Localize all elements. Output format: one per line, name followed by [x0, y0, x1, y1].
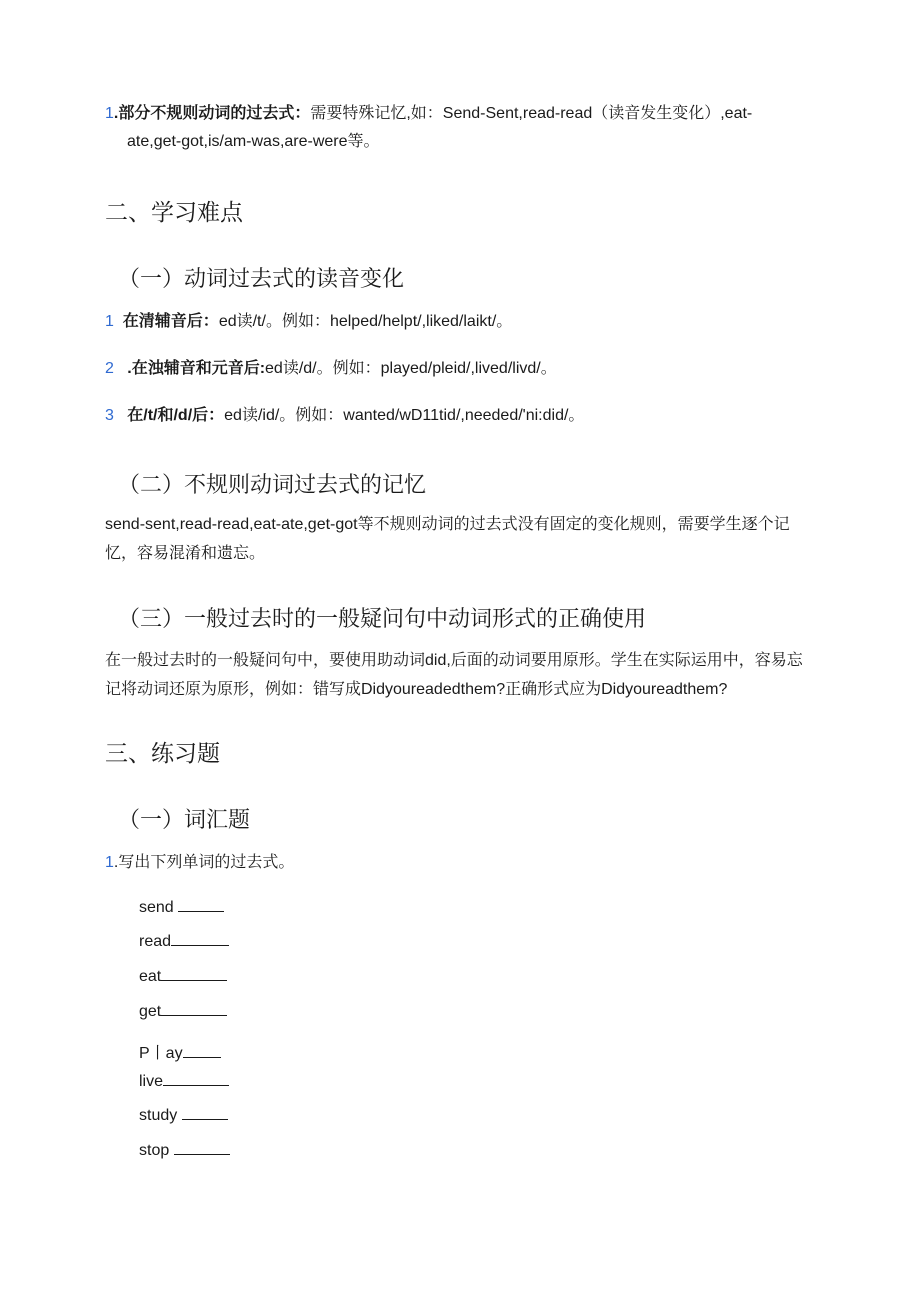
word-label: study [139, 1107, 178, 1124]
section-heading-3: 三、练习题 [105, 740, 220, 766]
item-number: 1 [105, 854, 114, 871]
item-bold-label: 在清辅音后： [122, 313, 219, 330]
item-bold-label: .部分不规则动词的过去式： [113, 105, 311, 122]
question-text: .写出下列单词的过去式。 [113, 854, 295, 871]
item-bold-label: .在浊辅音和元音后: [127, 360, 266, 377]
list-item-1 [105, 100, 752, 128]
item-text: ed读/t/。例如：helped/helpt/,liked/laikt/。 [218, 313, 513, 330]
item-text: ed读/d/。例如：played/pleid/,lived/livd/。 [265, 360, 557, 377]
subheading-2-3: （三）一般过去时的一般疑问句中动词形式的正确使用 [118, 606, 647, 631]
word-item [139, 1040, 221, 1063]
word-item [139, 897, 224, 917]
item-number: 2 [105, 360, 114, 377]
answer-blank[interactable] [163, 1071, 229, 1086]
answer-blank[interactable] [171, 931, 229, 946]
item-bold-label: 在/t/和/d/后： [127, 407, 225, 424]
answer-blank[interactable] [161, 966, 227, 981]
item-text: ed读/id/。例如：wanted/wD11tid/,needed/'ni:did/。 [224, 407, 585, 424]
word-label: stop [139, 1142, 170, 1159]
answer-blank[interactable] [178, 897, 224, 912]
subheading-3-1: （一）词汇题 [118, 807, 251, 832]
paragraph: 在一般过去时的一般疑问句中，要使用助动词did,后面的动词要用原形。学生在实际运用中，容易忘记将动词还原为原形，例如：错写成Didyoureadedthem?正确形式应为Didyoureadthem? [105, 652, 803, 698]
item-number: 1 [105, 105, 114, 122]
word-item [139, 966, 227, 986]
word-label: live [139, 1073, 164, 1090]
item-number: 3 [105, 407, 114, 424]
word-item [139, 1071, 229, 1091]
subheading-2-2: （二）不规则动词过去式的记忆 [118, 472, 427, 497]
subheading-2-1: （一）动词过去式的读音变化 [118, 266, 405, 291]
word-label: eat [139, 968, 162, 985]
item-number: 1 [105, 313, 114, 330]
answer-blank[interactable] [183, 1043, 221, 1058]
word-item [139, 1001, 227, 1021]
word-item [139, 1140, 230, 1160]
word-item [139, 931, 229, 951]
list-item [105, 308, 512, 336]
list-item [105, 355, 557, 383]
list-item [105, 402, 584, 430]
word-label: P丨ay [139, 1045, 183, 1062]
paragraph: send-sent,read-read,eat-ate,get-got等不规则动词的过去式没有固定的变化规则，需要学生逐个记忆，容易混淆和遗忘。 [105, 516, 790, 562]
answer-blank[interactable] [174, 1140, 230, 1155]
word-label: get [139, 1003, 162, 1020]
section-heading-2: 二、学习难点 [105, 199, 243, 225]
word-label: read [139, 933, 172, 950]
answer-blank[interactable] [161, 1001, 227, 1016]
question-1 [105, 849, 294, 877]
item-text: 需要特殊记忆,如：Send-Sent,read-read（读音发生变化）,eat- [310, 105, 753, 122]
answer-blank[interactable] [182, 1105, 228, 1120]
list-item-1-continued: ate,get-got,is/am-was,are-were等。 [127, 133, 380, 150]
word-item [139, 1105, 228, 1125]
word-label: send [139, 899, 174, 916]
